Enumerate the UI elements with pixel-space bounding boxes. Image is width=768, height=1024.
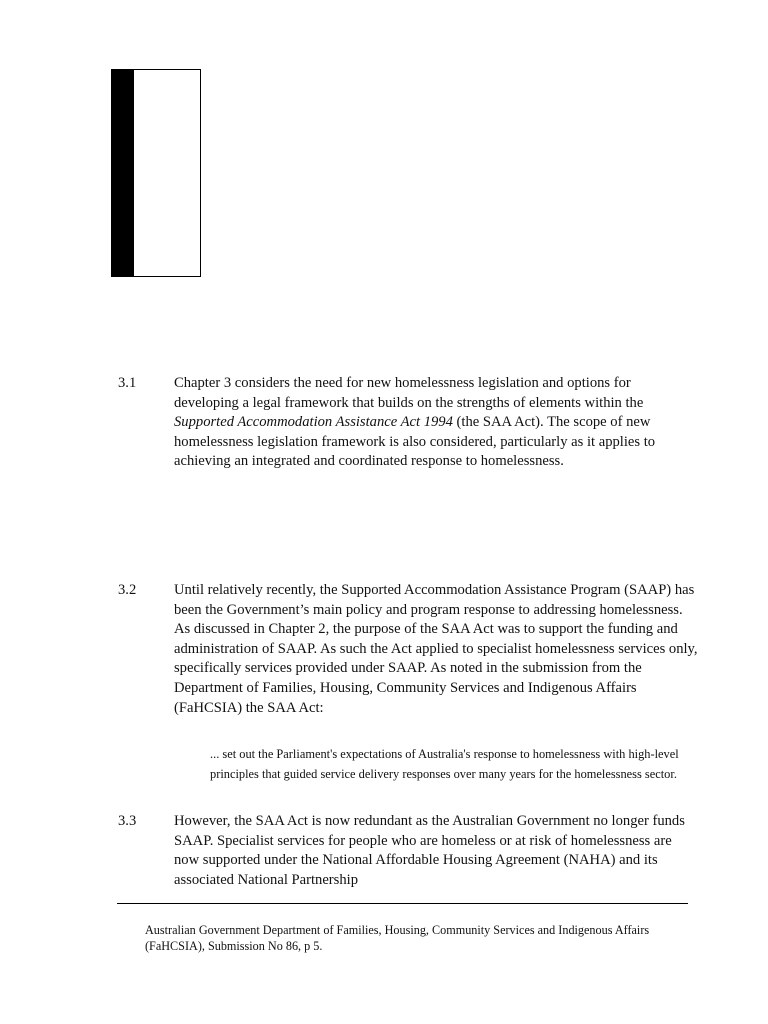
- chapter-marker-box: [111, 69, 201, 277]
- paragraph-number: 3.1: [118, 375, 137, 391]
- paragraph-number: 3.2: [118, 582, 137, 598]
- paragraph-3-1: [118, 374, 698, 472]
- paragraph-text: However, the SAA Act is now redundant as the Australian Government no longer funds SAAP. Specialist services for people who are homeless or at risk of homelessness are now supported under the National Affordable Housing Agreement (NAHA) and its associated National Partnership: [174, 813, 685, 888]
- paragraph-text-start: Chapter 3 considers the need for new homelessness legislation and options for developing a legal framework that builds on the strengths of elements within the: [174, 375, 644, 411]
- paragraph-text: Until relatively recently, the Supported Accommodation Assistance Program (SAAP) has been the Government’s main policy and program response to addressing homelessness. As discussed in Chapter 2, the purpose of the SAA Act was to support the funding and administration of SAAP. As such the Act applied to specialist homelessness services only, specifically services provided under SAAP. As noted in the submission from the Department of Families, Housing, Community Services and Indigenous Affairs (FaHCSIA) the SAA Act:: [174, 582, 698, 716]
- paragraph-3-2: [118, 581, 698, 718]
- block-quote: ... set out the Parliament's expectations of Australia's response to homelessness with high-level principles that guided service delivery responses over many years for the homelessness sector.: [210, 747, 679, 781]
- footnote-divider: [117, 903, 688, 904]
- act-title-italic: Supported Accommodation Assistance Act 1994: [174, 414, 453, 431]
- paragraph-3-3: [118, 812, 698, 890]
- chapter-marker-bar: [112, 70, 134, 276]
- paragraph-text: [174, 374, 698, 472]
- paragraph-text-end: (the SAA Act). The scope of new homelessness legislation framework is also considered, particularly as it applies to achieving an integrated and coordinated response to homelessness.: [174, 414, 656, 470]
- footnote: Australian Government Department of Families, Housing, Community Services and Indigenous Affairs (FaHCSIA), Submission No 86, p 5.: [145, 923, 650, 953]
- paragraph-number: 3.3: [118, 813, 137, 829]
